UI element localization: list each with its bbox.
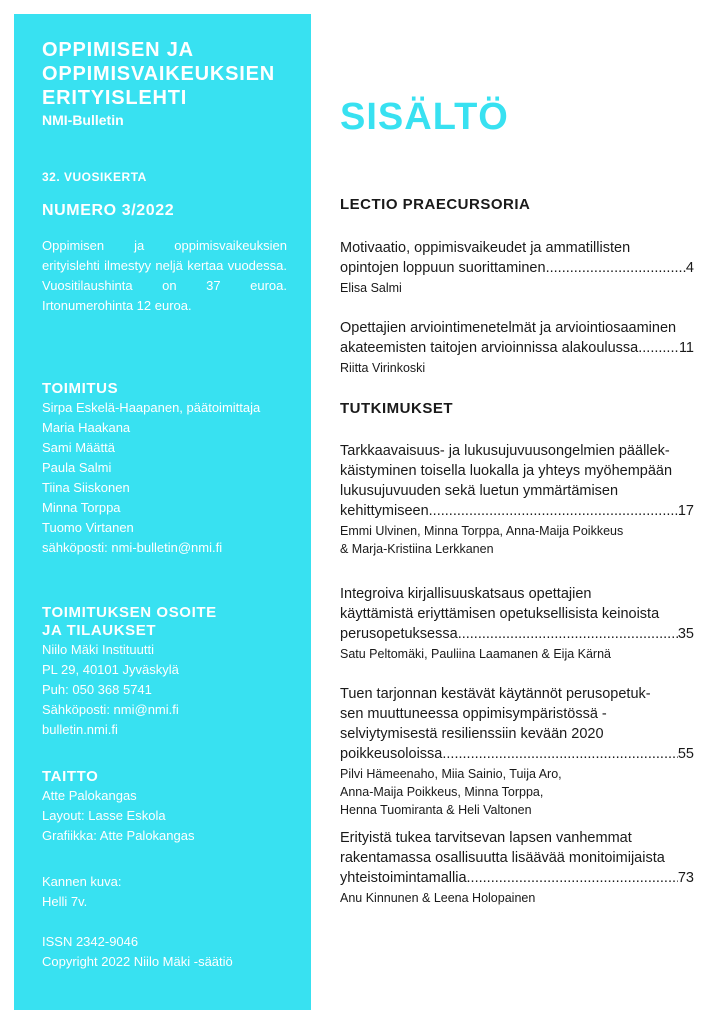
toc-entry xyxy=(340,441,694,558)
toc-dot-leader xyxy=(429,501,678,521)
toc-entry xyxy=(340,584,694,663)
toc-title-last-line xyxy=(340,258,694,278)
toc-dot-leader xyxy=(442,744,677,764)
toc-entry-title xyxy=(340,318,694,358)
toc-entry-title xyxy=(340,584,694,644)
address-heading: JA TILAUKSET xyxy=(42,622,157,639)
layout-group xyxy=(42,768,194,846)
toc-entry xyxy=(340,828,694,907)
toc-title-line: rakentamassa osallisuutta lisäävää monitoimijaista xyxy=(340,850,665,866)
toc-title-line: sen muuttuneessa oppimisympäristössä - xyxy=(340,706,607,722)
toc-title-line: käyttämistä eriyttämisen opetuksellisista keinoista xyxy=(340,606,660,622)
toc-title-line: Tarkkaavaisuus- ja lukusujuvuusongelmien päällek- xyxy=(340,443,670,459)
toimitus-line: Sirpa Eskelä-Haapanen, päätoimittaja xyxy=(42,400,261,415)
toc-title-line: Tuen tarjonnan kestävät käytännöt perusopetuk- xyxy=(340,686,651,702)
toc-title-line: Opettajien arviointimenetelmät ja arviointiosaaminen xyxy=(340,320,677,336)
toc-page-number: 55 xyxy=(677,746,694,762)
toc-dot-leader xyxy=(467,868,678,888)
toc-entry xyxy=(340,684,694,819)
toc-author-line: Pilvi Hämeenaho, Miia Sainio, Tuija Aro, xyxy=(340,767,562,781)
toc-author-line: Satu Peltomäki, Pauliina Laamanen & Eija Kärnä xyxy=(340,647,611,661)
toc-entry-title xyxy=(340,441,694,521)
toc-column xyxy=(340,0,694,1024)
cover-credit-group xyxy=(42,872,122,912)
intro-text: Oppimisen ja oppimisvaikeuksien erityislehti ilmestyy neljä kertaa vuodessa. Vuositilaushinta on 37 euroa. Irtonumerohinta 12 euroa. xyxy=(42,238,287,313)
address-line: PL 29, 40101 Jyväskylä xyxy=(42,662,179,677)
toc-title-line: selviytymisestä resilienssiin kevään 2020 xyxy=(340,726,604,742)
address-website: bulletin.nmi.fi xyxy=(42,722,118,737)
address-line: Niilo Mäki Instituutti xyxy=(42,642,154,657)
toimitus-group xyxy=(42,380,260,558)
toc-author-line: Anna-Maija Poikkeus, Minna Torppa, xyxy=(340,785,544,799)
toc-title-line: Integroiva kirjallisuuskatsaus opettajien xyxy=(340,586,592,602)
toc-title-line: opintojen loppuun suorittaminen xyxy=(340,260,546,276)
toc-entry-title xyxy=(340,238,694,278)
journal-title-line: ERITYISLEHTI xyxy=(42,87,188,109)
toc-title-line: Motivaatio, oppimisvaikeudet ja ammatillisten xyxy=(340,240,631,256)
toimitus-line: Maria Haakana xyxy=(42,420,131,435)
toimitus-line: Tuomo Virtanen xyxy=(42,520,134,535)
layout-line: Atte Palokangas xyxy=(42,788,137,803)
copyright-line: Copyright 2022 Niilo Mäki -säätiö xyxy=(42,954,233,969)
address-phone: Puh: 050 368 5741 xyxy=(42,682,152,697)
toc-section-heading: TUTKIMUKSET xyxy=(340,400,453,417)
toc-entry-authors xyxy=(340,279,694,297)
toimitus-heading: TOIMITUS xyxy=(42,380,119,397)
issn-group xyxy=(42,932,233,972)
toc-section-heading: LECTIO PRAECURSORIA xyxy=(340,196,531,213)
toc-entry-authors xyxy=(340,522,694,558)
toc-title-line: akateemisten taitojen arvioinnissa alakoulussa xyxy=(340,340,639,356)
toimitus-line: Paula Salmi xyxy=(42,460,112,475)
toc-page-number: 73 xyxy=(677,870,694,886)
toc-title-line: perusopetuksessa xyxy=(340,626,458,642)
toc-author-line: & Marja-Kristiina Lerkkanen xyxy=(340,542,494,556)
issn-line: ISSN 2342-9046 xyxy=(42,934,139,949)
toc-page-number: 11 xyxy=(678,340,694,356)
toc-entry-authors xyxy=(340,645,694,663)
address-group xyxy=(42,604,217,740)
journal-title-line: OPPIMISEN JA xyxy=(42,39,194,61)
toc-entry-authors xyxy=(340,765,694,819)
toc-entry-title xyxy=(340,828,694,888)
toc-title-last-line xyxy=(340,338,694,358)
address-email: Sähköposti: nmi@nmi.fi xyxy=(42,702,179,717)
sidebar-panel xyxy=(14,14,311,1010)
cover-credit-line: Kannen kuva: xyxy=(42,874,122,889)
toimitus-line: Sami Määttä xyxy=(42,440,115,455)
toc-title-last-line xyxy=(340,624,694,644)
toimitus-email: sähköposti: nmi-bulletin@nmi.fi xyxy=(42,540,223,555)
toc-title-last-line xyxy=(340,868,694,888)
journal-title-line: OPPIMISVAIKEUKSIEN xyxy=(42,63,275,85)
toc-page-number: 35 xyxy=(677,626,694,642)
toc-entry-authors xyxy=(340,359,694,377)
volume-label: 32. VUOSIKERTA xyxy=(42,170,147,184)
layout-line: Layout: Lasse Eskola xyxy=(42,808,166,823)
layout-heading: TAITTO xyxy=(42,768,99,785)
toc-dot-leader xyxy=(638,338,679,358)
toc-page-number: 17 xyxy=(677,503,694,519)
page-title: SISÄLTÖ xyxy=(340,96,509,138)
toc-entry-authors xyxy=(340,889,694,907)
toc-title-line: yhteistoimintamallia xyxy=(340,870,467,886)
toc-dot-leader xyxy=(546,258,686,278)
toc-entry xyxy=(340,238,694,297)
address-heading: TOIMITUKSEN OSOITE xyxy=(42,604,217,621)
toc-title-line: lukusujuvuuden sekä luetun ymmärtämisen xyxy=(340,483,619,499)
layout-line: Grafiikka: Atte Palokangas xyxy=(42,828,195,843)
issue-label: NUMERO 3/2022 xyxy=(42,202,175,219)
toc-author-line: Henna Tuomiranta & Heli Valtonen xyxy=(340,803,532,817)
toc-page-number: 4 xyxy=(685,260,694,276)
cover-credit-line: Helli 7v. xyxy=(42,894,88,909)
toc-dot-leader xyxy=(458,624,678,644)
toc-title-last-line xyxy=(340,501,694,521)
toc-author-line: Anu Kinnunen & Leena Holopainen xyxy=(340,891,536,905)
toc-title-line: Erityistä tukea tarvitsevan lapsen vanhemmat xyxy=(340,830,632,846)
toc-title-line: käistyminen toisella luokalla ja yhteys myöhempään xyxy=(340,463,673,479)
toc-title-last-line xyxy=(340,744,694,764)
journal-subtitle: NMI-Bulletin xyxy=(42,112,124,128)
toc-author-line: Riitta Virinkoski xyxy=(340,361,426,375)
toc-entry-title xyxy=(340,684,694,764)
toimitus-line: Minna Torppa xyxy=(42,500,121,515)
toc-title-line: poikkeusoloissa xyxy=(340,746,443,762)
toc-entry xyxy=(340,318,694,377)
toc-title-line: kehittymiseen xyxy=(340,503,429,519)
toc-author-line: Emmi Ulvinen, Minna Torppa, Anna-Maija Poikkeus xyxy=(340,524,624,538)
toc-author-line: Elisa Salmi xyxy=(340,281,402,295)
toimitus-line: Tiina Siiskonen xyxy=(42,480,130,495)
journal-title xyxy=(42,38,291,110)
